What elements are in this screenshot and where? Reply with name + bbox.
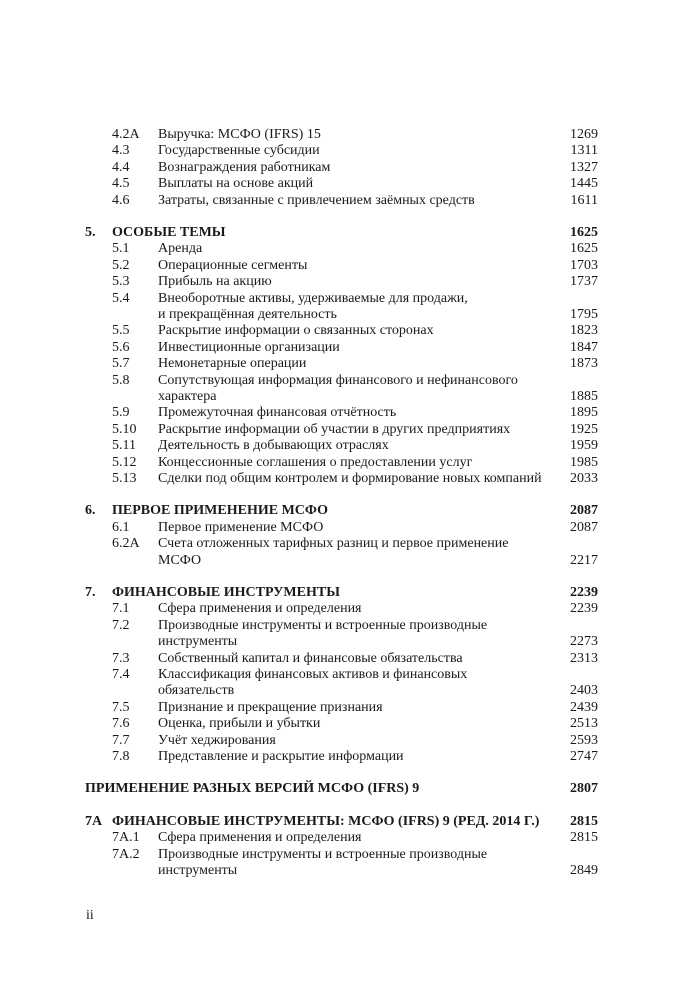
toc-entry-title: ПЕРВОЕ ПРИМЕНЕНИЕ МСФО [112, 503, 328, 519]
toc-entry-title: Сопутствующая информация финансового и нефинансового [158, 372, 518, 388]
toc-entry-number: 7.2 [112, 617, 130, 633]
toc-entry-title: Раскрытие информации об участии в других предприятиях [158, 421, 511, 437]
toc-entry-number: 4.2A [112, 127, 140, 142]
toc-entry-number: 5.8 [112, 372, 130, 388]
toc-entry-number: 4.6 [112, 192, 130, 208]
toc-entry-number: 5.13 [112, 471, 137, 486]
toc-entry-title: и прекращённая деятельность [158, 307, 337, 322]
toc-entry-title: обязательств [158, 683, 235, 699]
toc-entry-number: 5.10 [112, 421, 137, 437]
toc-entry-page: 1959 [570, 438, 598, 454]
toc-entry-number: 7. [85, 585, 96, 600]
toc-entry-title: Представление и раскрытие информации [158, 749, 404, 764]
toc-entry-title: Деятельность в добывающих отраслях [158, 438, 389, 454]
toc-entry-page: 2403 [570, 683, 598, 699]
toc-entry-title: ОСОБЫЕ ТЕМЫ [112, 225, 226, 240]
toc-entry-number: 5.12 [112, 454, 137, 470]
toc-entry-title: Аренда [158, 241, 203, 257]
toc-entry-title: Сделки под общим контролем и формирование новых компаний [158, 471, 542, 486]
toc-entry-title: Внеоборотные активы, удерживаемые для продажи, [158, 290, 468, 306]
toc-entry-number: 5.6 [112, 339, 130, 355]
toc-entry-page: 2439 [570, 699, 598, 715]
toc-entry-number: 5.11 [112, 438, 136, 454]
toc-entry-page: 2313 [570, 650, 598, 666]
toc-entry-page: 2807 [570, 781, 598, 797]
toc-entry-number: 5.3 [112, 274, 130, 290]
toc-entry-page: 1445 [570, 176, 598, 192]
toc-entry-title: Собственный капитал и финансовые обязательства [158, 650, 463, 666]
toc-entry-page: 1611 [570, 192, 598, 208]
toc-entry-number: 4.5 [112, 176, 130, 192]
toc-entry-title: Классификация финансовых активов и финансовых [158, 667, 468, 682]
toc-entry-page: 1895 [570, 405, 598, 421]
toc-entry-number: 5.1 [112, 241, 130, 257]
toc-entry-title: Операционные сегменты [158, 257, 308, 273]
toc-entry-page: 2087 [570, 519, 598, 535]
toc-entry-title: Инвестиционные организации [158, 339, 340, 355]
toc-entry-number: 5.9 [112, 405, 130, 421]
toc-entry-number: 7A [85, 813, 103, 829]
toc-entry-page: 1703 [570, 257, 598, 273]
toc-entry-page: 1269 [570, 127, 598, 142]
toc-entry-page: 1737 [570, 274, 598, 290]
toc-entry-title: Первое применение МСФО [158, 519, 324, 535]
toc-entry-number: 7.4 [112, 667, 130, 682]
toc-entry-page: 2747 [570, 749, 598, 764]
toc-entry-number: 7.6 [112, 716, 130, 732]
toc-entry-number: 6.1 [112, 519, 130, 535]
toc-entry-title: МСФО [158, 552, 202, 568]
toc-entry-title: Государственные субсидии [158, 143, 320, 159]
toc-entry-page: 2239 [570, 585, 598, 600]
toc-entry-number: 7.8 [112, 749, 130, 764]
toc-entry-title: Производные инструменты и встроенные производные [158, 617, 488, 633]
toc-entry-number: 5.4 [112, 290, 130, 306]
page-number: ii [86, 908, 94, 923]
toc-entry-title: Выплаты на основе акций [158, 176, 314, 192]
toc-entry-page: 1327 [570, 159, 598, 175]
toc-entry-title: Выручка: МСФО (IFRS) 15 [158, 127, 321, 142]
toc-entry-number: 7.5 [112, 699, 130, 715]
toc-entry-title: Раскрытие информации о связанных сторонах [158, 323, 434, 339]
toc-entry-number: 5.5 [112, 323, 130, 339]
toc-entry-page: 2593 [570, 732, 598, 748]
toc-entry-page: 2273 [570, 634, 598, 650]
toc-entry-title: Сфера применения и определения [158, 830, 362, 846]
toc-entry-page: 1873 [570, 356, 598, 372]
toc-entry-title: Производные инструменты и встроенные производные [158, 846, 488, 862]
toc-entry-page: 1795 [570, 307, 598, 322]
toc-entry-page: 1625 [570, 241, 598, 257]
toc-entry-page: 2087 [570, 503, 598, 519]
toc-entry-page: 1823 [570, 323, 598, 339]
toc-entry-page: 1625 [570, 225, 598, 240]
toc-entry-page: 2033 [570, 471, 598, 486]
toc-entry-number: 6.2A [112, 536, 140, 552]
toc-entry-page: 1311 [570, 143, 598, 159]
toc-entry-title: Признание и прекращение признания [158, 699, 383, 715]
toc-entry-title: ФИНАНСОВЫЕ ИНСТРУМЕНТЫ [112, 585, 340, 600]
toc-entry-page: 2239 [570, 601, 598, 617]
toc-entry-title: Затраты, связанные с привлечением заёмных средств [158, 192, 475, 208]
toc-entry-title: Сфера применения и определения [158, 601, 362, 617]
toc-entry-number: 7.3 [112, 650, 130, 666]
toc-entry-title: Промежуточная финансовая отчётность [158, 405, 397, 421]
toc-entry-number: 7A.1 [112, 830, 140, 846]
toc-entry-page: 1925 [570, 421, 598, 437]
toc-entry-page: 1847 [570, 339, 598, 355]
toc-entry-title: ПРИМЕНЕНИЕ РАЗНЫХ ВЕРСИЙ МСФО (IFRS) 9 [85, 781, 420, 797]
toc-entry-title: Учёт хеджирования [158, 732, 276, 748]
toc-entry-page: 2513 [570, 716, 598, 732]
toc-entry-title: Прибыль на акцию [158, 274, 272, 290]
toc-entry-number: 7.1 [112, 601, 130, 617]
toc-entry-number: 5.2 [112, 257, 130, 273]
toc-entry-number: 5. [85, 225, 96, 240]
toc-entry-title: инструменты [158, 634, 238, 650]
toc-entry-page: 2217 [570, 552, 598, 568]
toc-entry-number: 6. [85, 503, 96, 519]
toc-entry-number: 7A.2 [112, 846, 140, 862]
toc-entry-title: Оценка, прибыли и убытки [158, 716, 321, 732]
toc-entry-number: 4.3 [112, 143, 130, 159]
toc-entry-page: 2815 [570, 830, 598, 846]
toc-entry-page: 2815 [570, 813, 598, 829]
toc-entry-number: 5.7 [112, 356, 130, 372]
toc-entry-number: 7.7 [112, 732, 130, 748]
toc-entry-page: 1985 [570, 454, 598, 470]
toc-entry-title: Вознаграждения работникам [158, 159, 331, 175]
toc-entry-title: Немонетарные операции [158, 356, 307, 372]
toc-entry-page: 2849 [570, 863, 598, 878]
toc-entry-number: 4.4 [112, 159, 130, 175]
toc-entry-title: характера [158, 389, 217, 404]
toc-entry-page: 1885 [570, 389, 598, 404]
toc-entry-title: Концессионные соглашения о предоставлении услуг [158, 454, 473, 470]
toc-entry-title: ФИНАНСОВЫЕ ИНСТРУМЕНТЫ: МСФО (IFRS) 9 (РЕД. 2014 Г.) [112, 813, 540, 829]
toc-entry-title: инструменты [158, 863, 238, 878]
toc-entry-title: Счета отложенных тарифных разниц и первое применение [158, 536, 509, 552]
